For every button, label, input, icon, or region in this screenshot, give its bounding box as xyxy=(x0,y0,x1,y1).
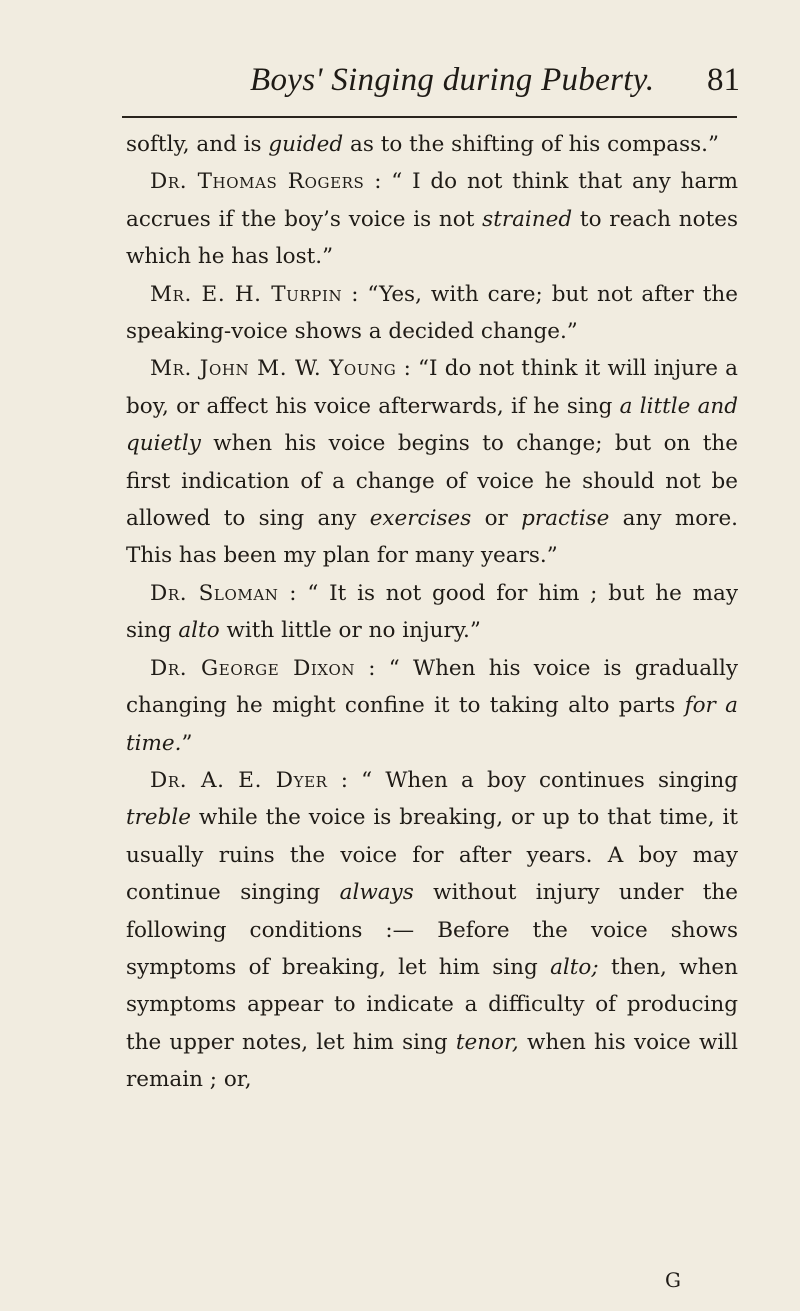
italic-text: always xyxy=(339,880,414,906)
text-run: softly, and is xyxy=(126,132,269,157)
text-run: to reach notes which he has lost.” xyxy=(126,206,738,270)
text-run: : “ It is not good for him ; but he may sing xyxy=(126,580,738,644)
text-run: then, when symptoms appear to indicate a difficulty of producing the upper notes, let him sing xyxy=(126,954,738,1055)
running-title: Boys' Singing during Puberty. xyxy=(250,62,655,98)
speaker-name: Dr. George Dixon xyxy=(150,655,356,681)
text-run: without injury under the following conditions :— Before the voice shows symptoms of breaking, let him sing xyxy=(126,880,738,980)
speaker-name: Mr. John M. W. Young xyxy=(150,356,397,382)
header-rule xyxy=(122,116,737,118)
body-text xyxy=(126,126,738,1099)
italic-text: a little and quietly xyxy=(126,393,738,457)
italic-text: alto; xyxy=(550,954,599,980)
paragraph-p3 xyxy=(126,350,738,574)
italic-text: exercises xyxy=(369,506,472,532)
paragraph-p2 xyxy=(126,276,738,351)
text-run: : “ When his voice is gradually changing he might confine it to taking alto parts xyxy=(126,655,738,719)
text-run: : “ When a boy continues singing xyxy=(327,767,738,793)
text-run: : “ I do not think that any harm accrues if the boy’s voice is not xyxy=(126,169,738,232)
italic-text: treble xyxy=(126,805,192,831)
paragraph-p0 xyxy=(126,126,738,163)
italic-text: for a time. xyxy=(126,693,738,756)
page-header xyxy=(120,62,740,102)
italic-text: tenor, xyxy=(455,1029,519,1055)
text-run: when his voice begins to change; but on the first indication of a change of voice he should not be allowed to sing any xyxy=(126,431,738,532)
speaker-name: Dr. Thomas Rogers xyxy=(150,169,365,195)
text-run: with little or no injury.” xyxy=(219,618,481,644)
paragraph-p6 xyxy=(126,762,738,1099)
italic-text: practise xyxy=(521,506,610,532)
paragraph-p1 xyxy=(126,163,738,275)
paragraph-p5 xyxy=(126,650,738,762)
italic-text: alto xyxy=(178,618,220,644)
text-run: any more. This has been my plan for many years.” xyxy=(126,506,739,569)
text-run: or xyxy=(471,506,522,532)
text-run: ” xyxy=(181,730,193,756)
speaker-name: Mr. E. H. Turpin xyxy=(150,281,343,307)
speaker-name: Dr. Sloman xyxy=(150,580,279,606)
text-run: as to the shifting of his compass.” xyxy=(343,132,720,157)
italic-text: strained xyxy=(482,206,573,232)
page-number: 81 xyxy=(707,62,740,98)
italic-text: guided xyxy=(268,132,344,157)
text-run: : “I do not think it will injure a boy, or affect his voice afterwards, if he sing xyxy=(126,356,738,419)
speaker-name: Dr. A. E. Dyer xyxy=(150,767,328,793)
text-run: : “Yes, with care; but not after the speaking-voice shows a decided change.” xyxy=(126,281,738,345)
signature-mark: G xyxy=(665,1268,681,1292)
text-run: when his voice will remain ; or, xyxy=(126,1029,738,1093)
paragraph-p4 xyxy=(126,575,738,650)
text-run: while the voice is breaking, or up to that time, it usually ruins the voice for after years. A boy may continue singing xyxy=(126,805,738,906)
